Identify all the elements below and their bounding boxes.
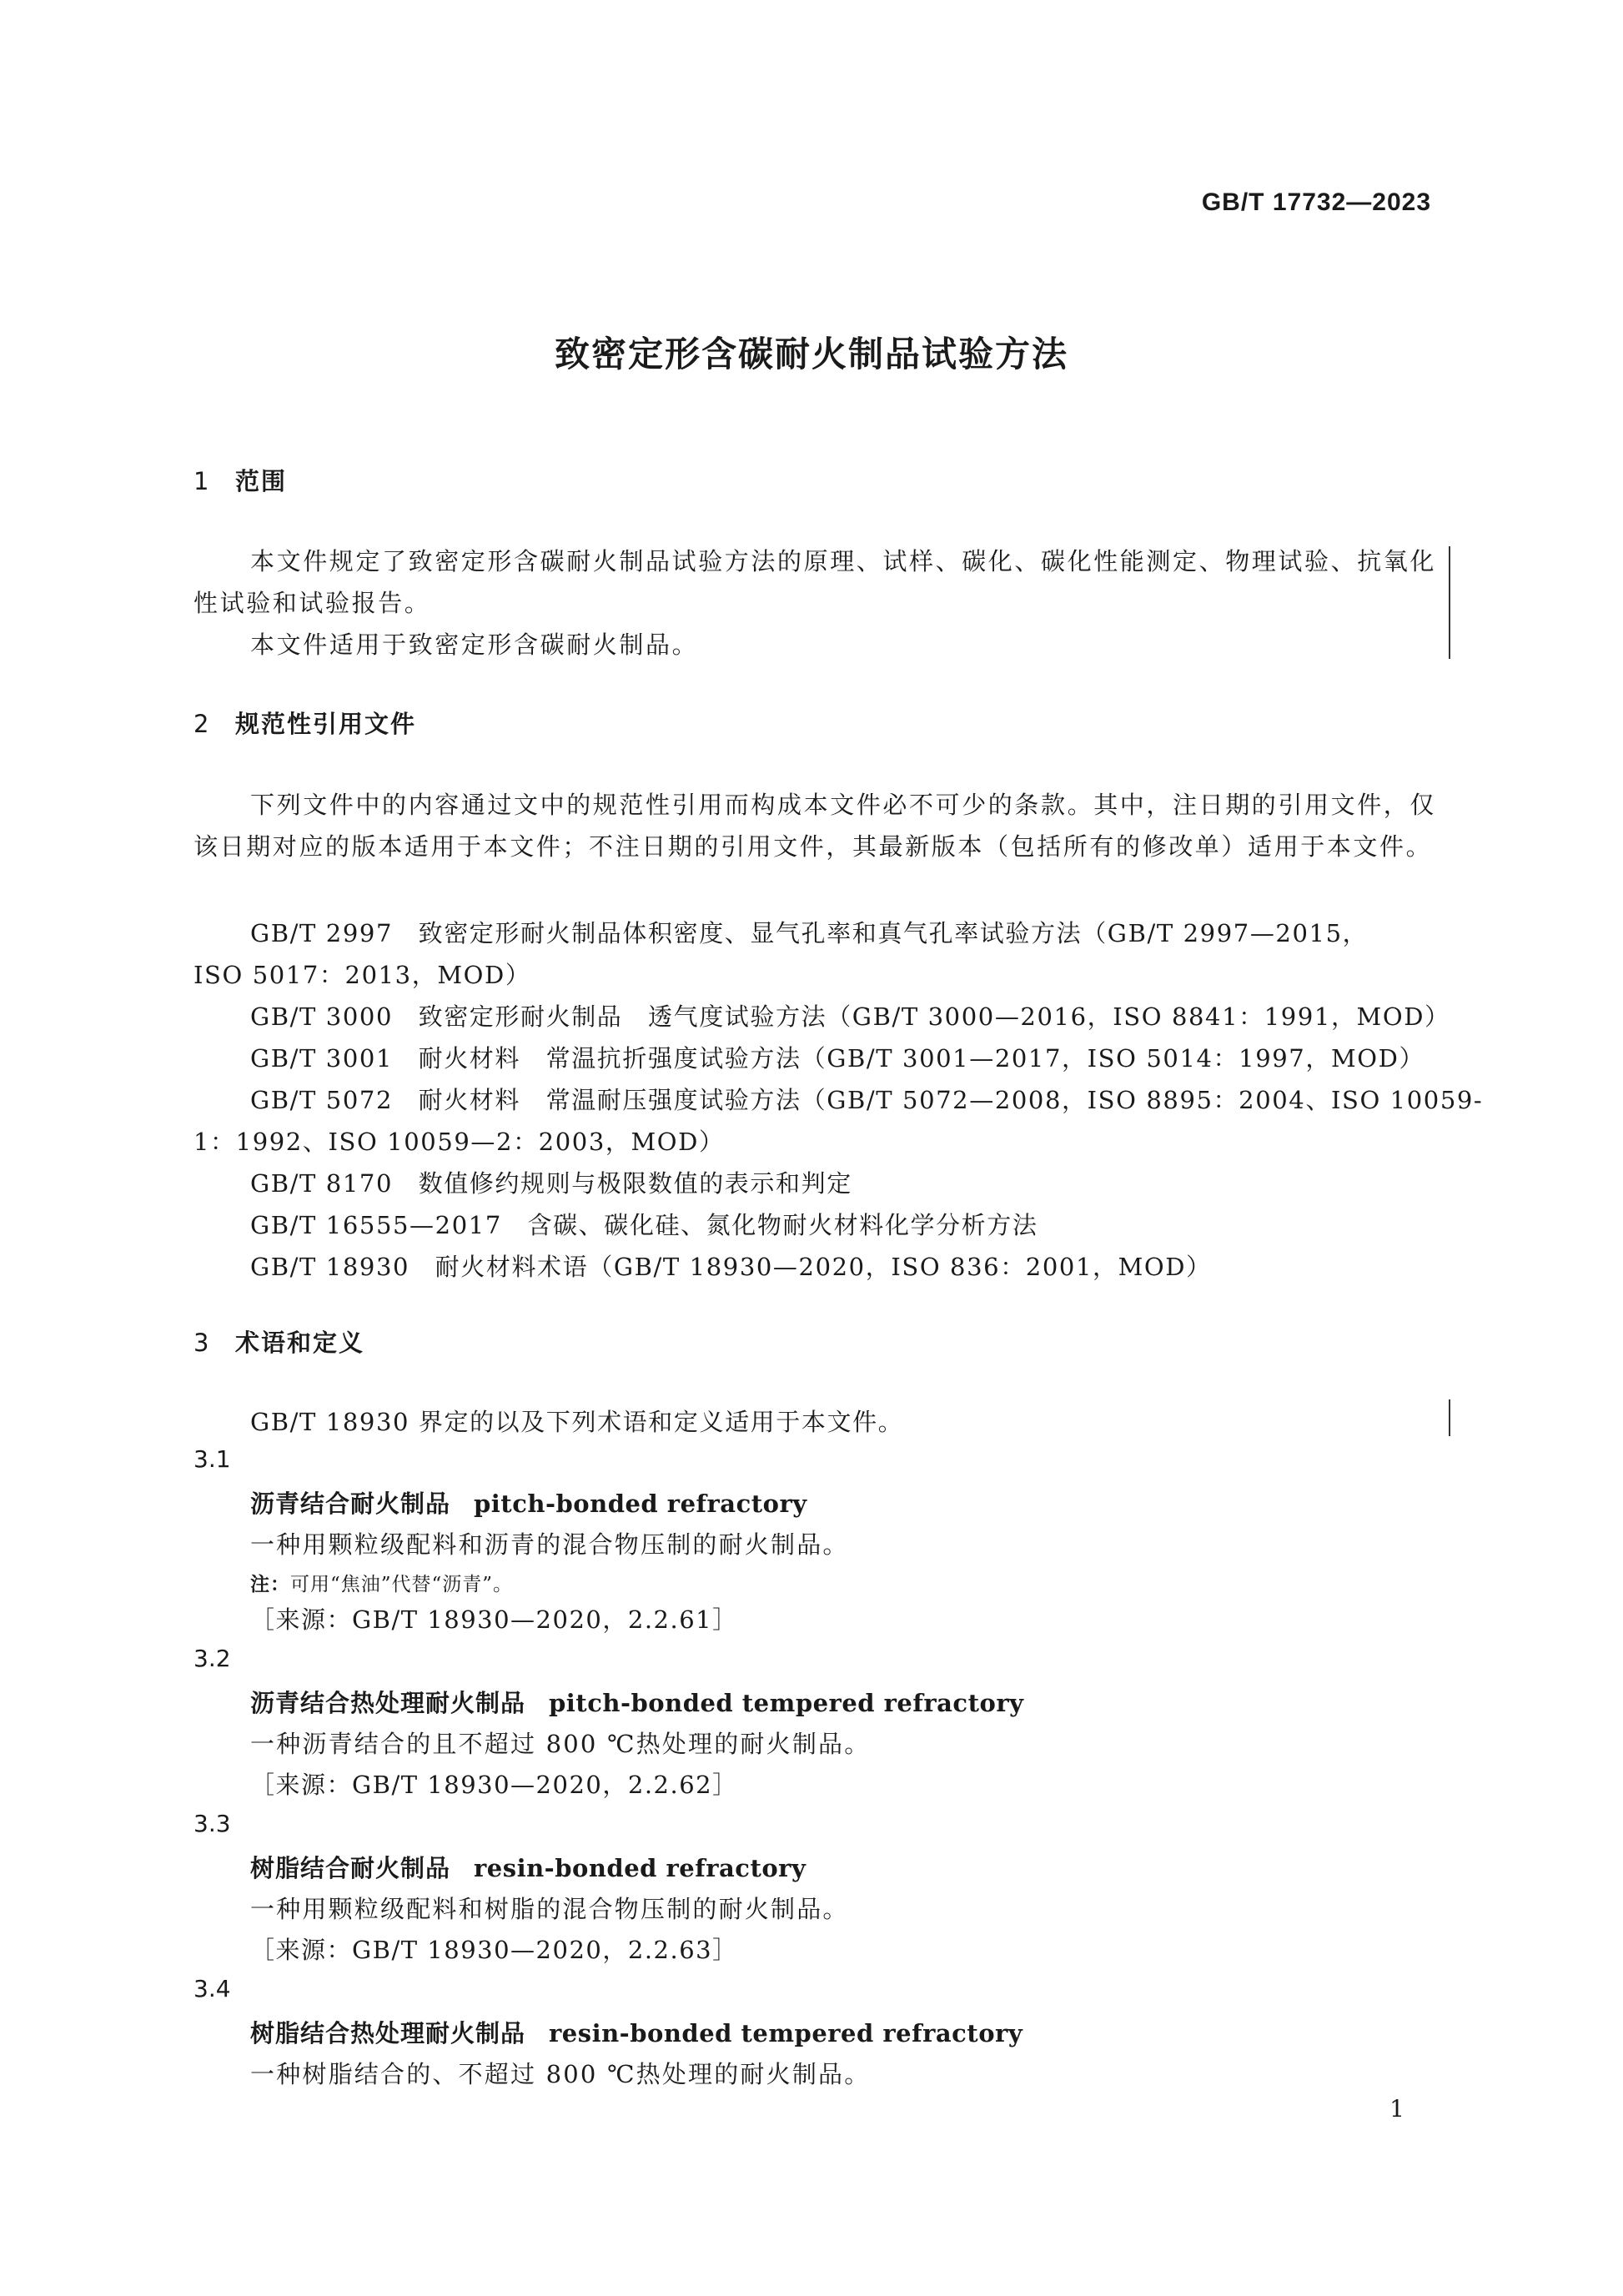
term-definition: 一种树脂结合的、不超过 800 ℃热处理的耐火制品。	[250, 2060, 871, 2088]
reference-gbt3000: GB/T 3000 致密定形耐火制品 透气度试验方法（GB/T 3000—2016，ISO 8841：1991，MOD）	[250, 1002, 1450, 1031]
term-chinese: 树脂结合耐火制品	[250, 1854, 451, 1882]
term-definition: 一种用颗粒级配料和沥青的混合物压制的耐火制品。	[250, 1530, 849, 1559]
term-source: ［来源：GB/T 18930—2020，2.2.61］	[250, 1605, 738, 1634]
section-1-paragraph-1	[193, 540, 1453, 624]
reference-gbt18930: GB/T 18930 耐火材料术语（GB/T 18930—2020，ISO 836：2001，MOD）	[250, 1253, 1212, 1281]
term-english: pitch-bonded refractory	[474, 1490, 807, 1518]
term-title	[250, 1685, 1023, 1719]
term-english: pitch-bonded tempered refractory	[549, 1689, 1024, 1717]
change-bar	[1449, 546, 1450, 659]
reference-gbt16555: GB/T 16555—2017 含碳、碳化硅、氮化物耐火材料化学分析方法	[250, 1211, 1038, 1239]
section-number: 3	[193, 1329, 211, 1357]
section-2-intro	[193, 784, 1453, 867]
standard-number: GB/T 17732—2023	[1201, 188, 1431, 216]
section-3-intro: GB/T 18930 界定的以及下列术语和定义适用于本文件。	[250, 1408, 904, 1436]
term-english: resin-bonded refractory	[474, 1854, 806, 1882]
term-title	[250, 2015, 1023, 2049]
change-bar	[1449, 1399, 1450, 1436]
term-english: resin-bonded tempered refractory	[549, 2019, 1023, 2047]
term-title	[250, 1485, 807, 1520]
page-number: 1	[1389, 2095, 1404, 2123]
term-definition: 一种用颗粒级配料和树脂的混合物压制的耐火制品。	[250, 1895, 849, 1923]
term-number: 3.4	[193, 1975, 231, 2002]
term-definition: 一种沥青结合的且不超过 800 ℃热处理的耐火制品。	[250, 1730, 871, 1758]
section-3-heading	[193, 1324, 364, 1359]
note-label: 注：	[250, 1574, 290, 1595]
term-source: ［来源：GB/T 18930—2020，2.2.62］	[250, 1771, 738, 1799]
paragraph-text: 本文件规定了致密定形含碳耐火制品试验方法的原理、试样、碳化、碳化性能测定、物理试验、抗氧化性试验和试验报告。	[193, 547, 1437, 617]
section-title: 规范性引用文件	[235, 710, 417, 738]
section-title: 术语和定义	[235, 1329, 365, 1357]
reference-gbt2997-continued: ISO 5017：2013，MOD）	[193, 961, 531, 989]
term-number: 3.2	[193, 1645, 231, 1672]
reference-gbt2997: GB/T 2997 致密定形耐火制品体积密度、显气孔率和真气孔率试验方法（GB/T 2997—2015，	[250, 919, 1369, 947]
term-chinese: 树脂结合热处理耐火制品	[250, 2019, 526, 2047]
section-1-paragraph-2	[193, 624, 1453, 666]
term-number: 3.3	[193, 1810, 231, 1837]
term-title	[250, 1850, 806, 1884]
reference-gbt5072: GB/T 5072 耐火材料 常温耐压强度试验方法（GB/T 5072—2008，ISO 8895：2004、ISO 10059-	[250, 1086, 1484, 1114]
term-note	[250, 1569, 513, 1596]
paragraph-text: 本文件适用于致密定形含碳耐火制品。	[250, 631, 699, 659]
note-text: 可用“焦油”代替“沥青”。	[290, 1574, 514, 1595]
paragraph-text: 下列文件中的内容通过文中的规范性引用而构成本文件必不可少的条款。其中，注日期的引用文件，仅该日期对应的版本适用于本文件；不注日期的引用文件，其最新版本（包括所有的修改单）适用于本文件。	[193, 791, 1437, 861]
reference-gbt5072-continued: 1：1992、ISO 10059—2：2003，MOD）	[193, 1128, 725, 1156]
term-number: 3.1	[193, 1445, 231, 1473]
document-title: 致密定形含碳耐火制品试验方法	[554, 334, 1068, 374]
reference-gbt3001: GB/T 3001 耐火材料 常温抗折强度试验方法（GB/T 3001—2017，ISO 5014：1997，MOD）	[250, 1044, 1425, 1073]
reference-gbt8170: GB/T 8170 数值修约规则与极限数值的表示和判定	[250, 1169, 852, 1198]
section-number: 1	[193, 467, 211, 495]
section-number: 2	[193, 710, 211, 738]
section-2-heading	[193, 706, 416, 740]
section-title: 范围	[235, 467, 288, 495]
term-source: ［来源：GB/T 18930—2020，2.2.63］	[250, 1936, 738, 1964]
term-chinese: 沥青结合热处理耐火制品	[250, 1689, 526, 1717]
section-1-heading	[193, 463, 287, 497]
term-chinese: 沥青结合耐火制品	[250, 1490, 451, 1518]
